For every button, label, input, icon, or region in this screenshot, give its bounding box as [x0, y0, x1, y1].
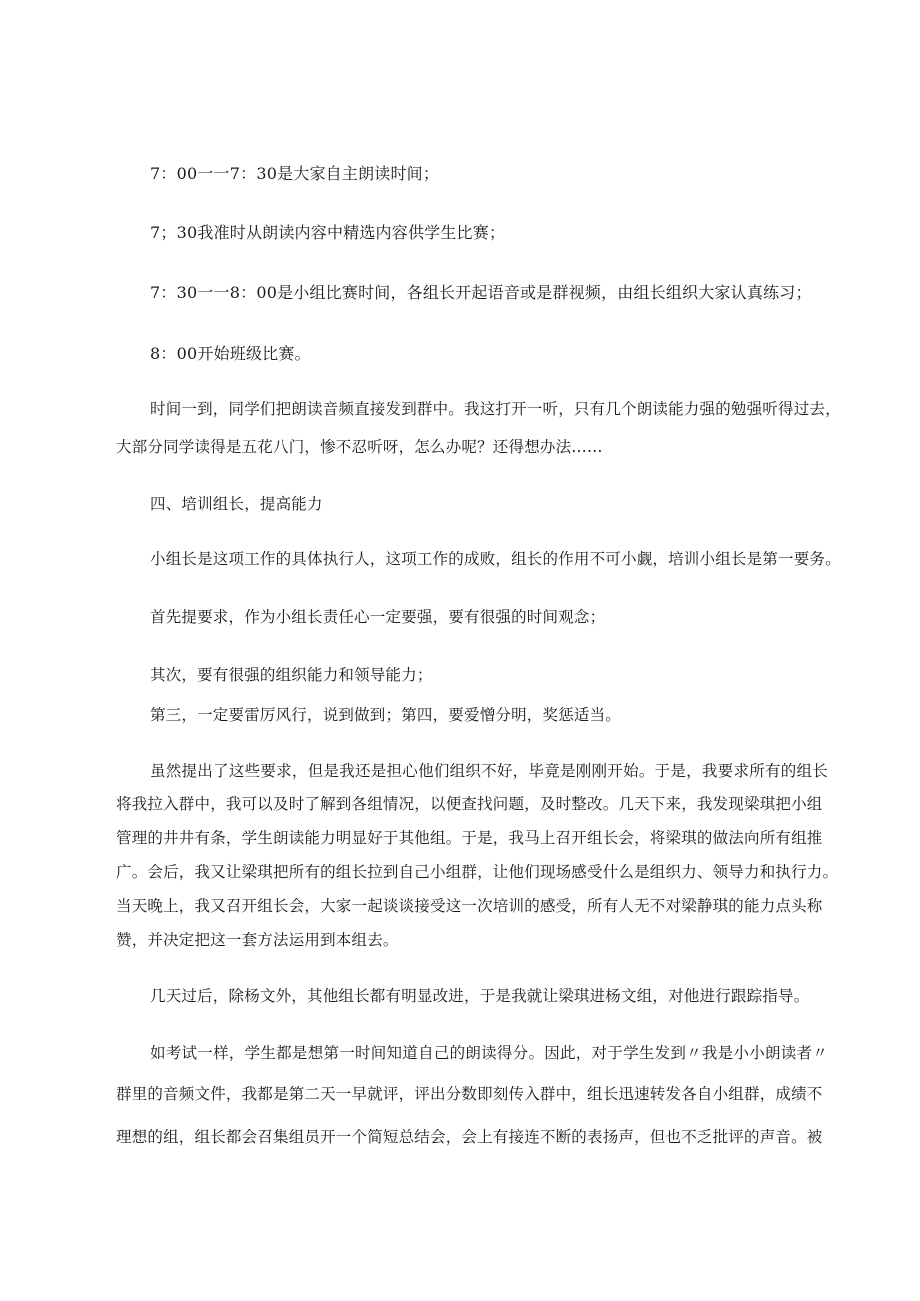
schedule-line-3: 7：30一一8：00是小组比赛时间，各组长开起语音或是群视频，由组长组织大家认真练习； — [150, 283, 812, 302]
paragraph-8-line-2: 群里的音频文件，我都是第二天一早就评，评出分数即刻传入群中，组长迅速转发各自小组群，成绩不 — [116, 1085, 823, 1103]
paragraph-6-line-3: 管理的井井有条，学生朗读能力明显好于其他组。于是，我马上召开组长会，将梁琪的做法向所有组推 — [116, 829, 823, 847]
paragraph-4: 其次，要有很强的组织能力和领导能力； — [150, 666, 433, 684]
paragraph-1-line-1: 时间一到，同学们把朗读音频直接发到群中。我这打开一听，只有几个朗读能力强的勉强听得过去， — [150, 400, 841, 418]
paragraph-1-line-2: 大部分同学读得是五花八门，惨不忍听呀，怎么办呢？还得想办法…… — [116, 438, 603, 456]
schedule-line-2: 7；30我准时从朗读内容中精选内容供学生比赛； — [150, 223, 506, 242]
paragraph-6-line-4: 广。会后，我又让梁琪把所有的组长拉到自己小组群，让他们现场感受什么是组织力、领导力和执行力。 — [116, 863, 839, 881]
paragraph-8-line-1: 如考试一样，学生都是想第一时间知道自己的朗读得分。因此，对于学生发到〃我是小小朗读者〃 — [150, 1044, 828, 1062]
paragraph-6-line-6: 赞，并决定把这一套方法运用到本组去。 — [116, 931, 399, 949]
paragraph-2: 小组长是这项工作的具体执行人，这项工作的成败，组长的作用不可小觑，培训小组长是第一要务。 — [150, 550, 841, 568]
schedule-line-1: 7：00一一7：30是大家自主朗读时间； — [150, 164, 440, 183]
paragraph-3: 首先提要求，作为小组长责任心一定要强，要有很强的时间观念； — [150, 608, 606, 626]
schedule-line-4: 8：00开始班级比赛。 — [150, 344, 311, 363]
paragraph-6-line-1: 虽然提出了这些要求，但是我还是担心他们组织不好，毕竟是刚刚开始。于是，我要求所有的组长 — [150, 762, 828, 780]
paragraph-5: 第三，一定要雷厉风行，说到做到；第四，要爱憎分明，奖惩适当。 — [150, 706, 622, 724]
paragraph-8-line-3: 理想的组，组长都会召集组员开一个简短总结会，会上有接连不断的表扬声，但也不乏批评的声音。被 — [116, 1128, 823, 1146]
paragraph-6-line-5: 当天晚上，我又召开组长会，大家一起谈谈接受这一次培训的感受，所有人无不对梁静琪的能力点头称 — [116, 897, 823, 915]
paragraph-6-line-2: 将我拉入群中，我可以及时了解到各组情况，以便查找问题，及时整改。几天下来，我发现梁琪把小组 — [116, 795, 823, 813]
paragraph-7: 几天过后，除杨文外，其他组长都有明显改进，于是我就让梁琪进杨文组，对他进行跟踪指导。 — [150, 987, 810, 1005]
section-heading: 四、培训组长，提高能力 — [150, 495, 323, 513]
